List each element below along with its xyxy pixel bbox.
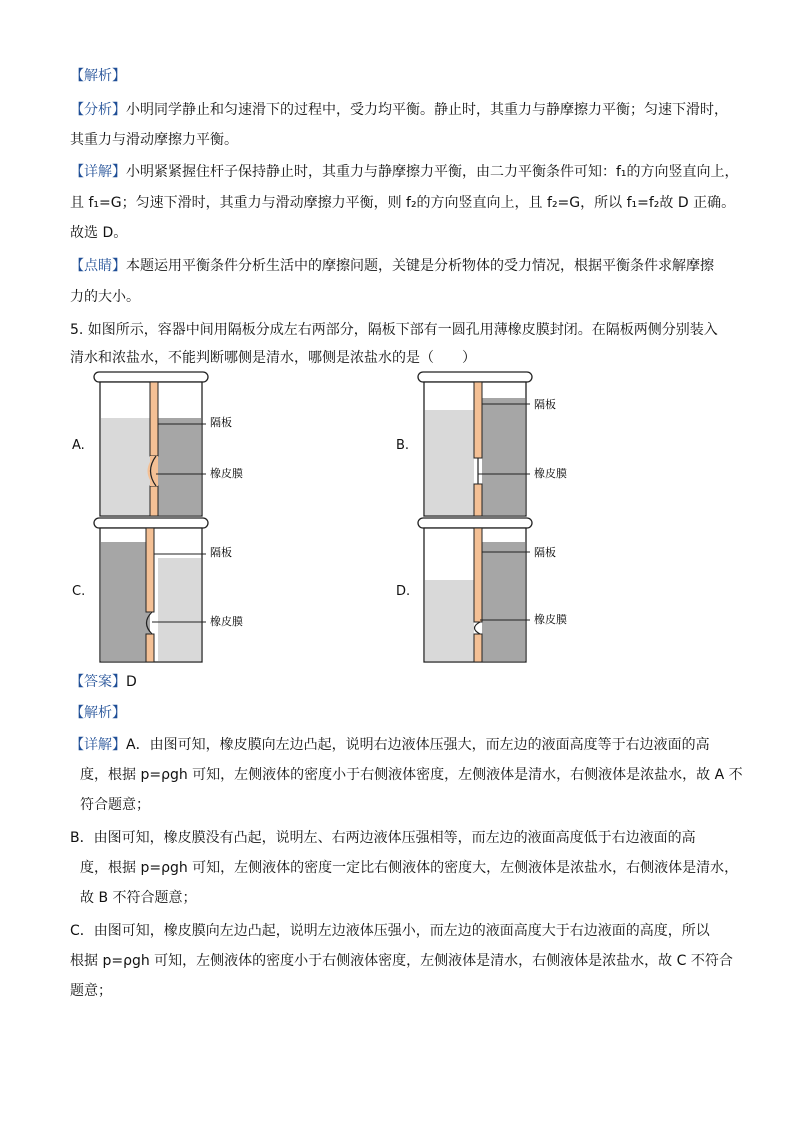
figure-b xyxy=(414,370,614,518)
q5-stem-line-1: 5. 如图所示，容器中间用隔板分成左右两部分，隔板下部有一圆孔用薄橡皮膜封闭。在隔板两侧分别装入 xyxy=(70,322,718,338)
fenxi-tag: 【分析】 xyxy=(70,102,126,118)
dianjing-line-2: 力的大小。 xyxy=(70,289,140,305)
answer-value: D xyxy=(126,674,137,690)
dianjing-tag: 【点睛】 xyxy=(70,258,126,274)
q5-c-line-1: C．由图可知，橡皮膜向左边凸起，说明左边液体压强小，而左边的液面高度大于右边液面的高度，所以 xyxy=(70,923,710,939)
q5-xiangjie-tag: 【详解】 xyxy=(70,737,126,753)
q5-b-line-2: 度，根据 p=ρgh 可知，左侧液体的密度一定比右侧液体的密度大，左侧液体是浓盐水，右侧液体是清水， xyxy=(80,860,739,876)
figure-c xyxy=(90,516,290,664)
dianjing-text-1: 本题运用平衡条件分析生活中的摩擦问题，关键是分析物体的受力情况，根据平衡条件求解摩擦 xyxy=(126,258,714,274)
option-b-label: B. xyxy=(396,438,410,453)
partition-label-d: 隔板 xyxy=(534,546,556,559)
xiangjie-text-1: 小明紧紧握住杆子保持静止时，其重力与静摩擦力平衡，由二力平衡条件可知：f₁的方向竖直向上， xyxy=(126,164,739,180)
q5-stem-line-2: 清水和浓盐水，不能判断哪侧是清水，哪侧是浓盐水的是（ ） xyxy=(70,350,476,366)
q5-a-line-1 xyxy=(70,735,710,755)
membrane-label-a: 橡皮膜 xyxy=(210,467,243,480)
q5-b-line-3: 故 B 不符合题意； xyxy=(80,890,197,906)
option-c-label: C. xyxy=(72,584,86,599)
xiangjie-line-2: 且 f₁=G；匀速下滑时，其重力与滑动摩擦力平衡，则 f₂的方向竖直向上，且 f₂=G，所以 f₁=f₂故 D 正确。 xyxy=(70,195,736,211)
q5-c-line-3: 题意； xyxy=(70,983,112,999)
q5-a-text-1: A．由图可知，橡皮膜向左边凸起，说明右边液体压强大，而左边的液面高度等于右边液面的高 xyxy=(126,737,710,753)
answer-line xyxy=(70,672,137,692)
dianjing-line-1 xyxy=(70,256,714,276)
jiexi-heading: 【解析】 xyxy=(70,68,126,84)
xiangjie-line-1 xyxy=(70,162,739,182)
q5-b-line-1: B．由图可知，橡皮膜没有凸起，说明左、右两边液体压强相等，而左边的液面高度低于右边液面的高 xyxy=(70,830,696,846)
q5-c-line-2: 根据 p=ρgh 可知，左侧液体的密度小于右侧液体密度，左侧液体是清水，右侧液体是浓盐水，故 C 不符合 xyxy=(70,953,733,969)
figure-d xyxy=(414,516,614,664)
q5-a-line-3: 符合题意； xyxy=(80,797,150,813)
membrane-label-d: 橡皮膜 xyxy=(534,613,567,626)
option-a-label: A. xyxy=(72,438,85,453)
partition-label-a: 隔板 xyxy=(210,416,232,429)
fenxi-text-1: 小明同学静止和匀速滑下的过程中，受力均平衡。静止时，其重力与静摩擦力平衡；匀速下滑时， xyxy=(126,102,728,118)
fenxi-line-2: 其重力与滑动摩擦力平衡。 xyxy=(70,132,238,148)
answer-tag: 【答案】 xyxy=(70,674,126,690)
membrane-label-b: 橡皮膜 xyxy=(534,467,567,480)
membrane-label-c: 橡皮膜 xyxy=(210,615,243,628)
partition-label-c: 隔板 xyxy=(210,546,232,559)
figure-a xyxy=(90,370,290,518)
partition-label-b: 隔板 xyxy=(534,398,556,411)
xiangjie-line-3: 故选 D。 xyxy=(70,225,128,241)
q5-a-line-2: 度，根据 p=ρgh 可知，左侧液体的密度小于右侧液体密度，左侧液体是清水，右侧液体是浓盐水，故 A 不 xyxy=(80,767,743,783)
fenxi-line-1 xyxy=(70,100,728,120)
q5-jiexi-heading: 【解析】 xyxy=(70,705,126,721)
xiangjie-tag: 【详解】 xyxy=(70,164,126,180)
option-d-label: D. xyxy=(396,584,411,599)
